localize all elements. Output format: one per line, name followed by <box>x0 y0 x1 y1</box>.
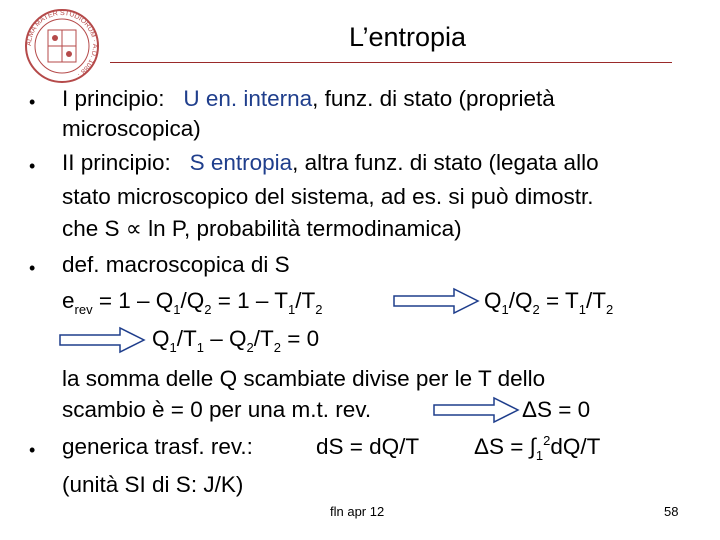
right-arrow-icon <box>432 396 520 424</box>
clausius-sum-equation: $Q_1/T_1 - Q_2/T_2 = 0$ <box>152 326 320 355</box>
internal-energy-term: U en. interna <box>183 86 313 111</box>
bullet-2-line <box>62 152 599 175</box>
bullet-1-line <box>62 88 555 111</box>
sum-explanation-line-1: la somma delle Q scambiate divise per le T dello <box>62 366 546 391</box>
bullet-2-text: , altra funz. di stato (legata allo <box>292 150 599 175</box>
efficiency-equation: $e_{rev} = 1 - Q_1/Q_2 = 1 - T_1/T_2$ <box>62 288 323 317</box>
bullet-dot-icon: • <box>29 440 36 460</box>
bullet-dot-icon: • <box>29 156 36 176</box>
university-seal-logo <box>24 8 100 84</box>
bullet-1-prefix: I principio: <box>62 86 165 111</box>
ds-equation: dS = dQ/T <box>316 434 420 459</box>
title-divider <box>110 62 672 63</box>
delta-s-integral: $\Delta S = \int_1^2dQ/T$ <box>474 433 601 463</box>
entropy-units: (unità SI di S: J/K) <box>62 472 244 497</box>
bullet-dot-icon: • <box>29 258 36 278</box>
heat-temperature-ratio-result: $Q_1/Q_2 = T_1/T_2$ <box>484 288 614 317</box>
right-arrow-icon <box>392 287 480 315</box>
delta-s-zero: ΔS = 0 <box>522 397 591 422</box>
bullet-2-continuation-1: stato microscopico del sistema, ad es. si può dimostr. <box>62 184 594 209</box>
slide-number: 58 <box>664 504 679 519</box>
bullet-2-continuation-2: che S ∝ ln P, probabilità termodinamica) <box>62 216 462 241</box>
slide-title: L’entropia <box>348 22 467 52</box>
bullet-2-prefix: II principio: <box>62 150 171 175</box>
bullet-dot-icon: • <box>29 92 36 112</box>
bullet-3-line: def. macroscopica di S <box>62 252 290 277</box>
sum-explanation-line-2: scambio è = 0 per una m.t. rev. <box>62 397 372 422</box>
svg-text:ALMA MATER STUDIORUM · A.D. 10: ALMA MATER STUDIORUM · A.D. 1088 · <box>25 9 99 78</box>
bullet-1-continuation: microscopica) <box>62 116 201 141</box>
right-arrow-icon <box>58 326 146 354</box>
entropy-term: S entropia <box>189 150 293 175</box>
footer-author-date: fln apr 12 <box>330 504 385 519</box>
bullet-4-prefix: generica trasf. rev.: <box>62 434 253 459</box>
bullet-1-text: , funz. di stato (proprietà <box>312 86 555 111</box>
